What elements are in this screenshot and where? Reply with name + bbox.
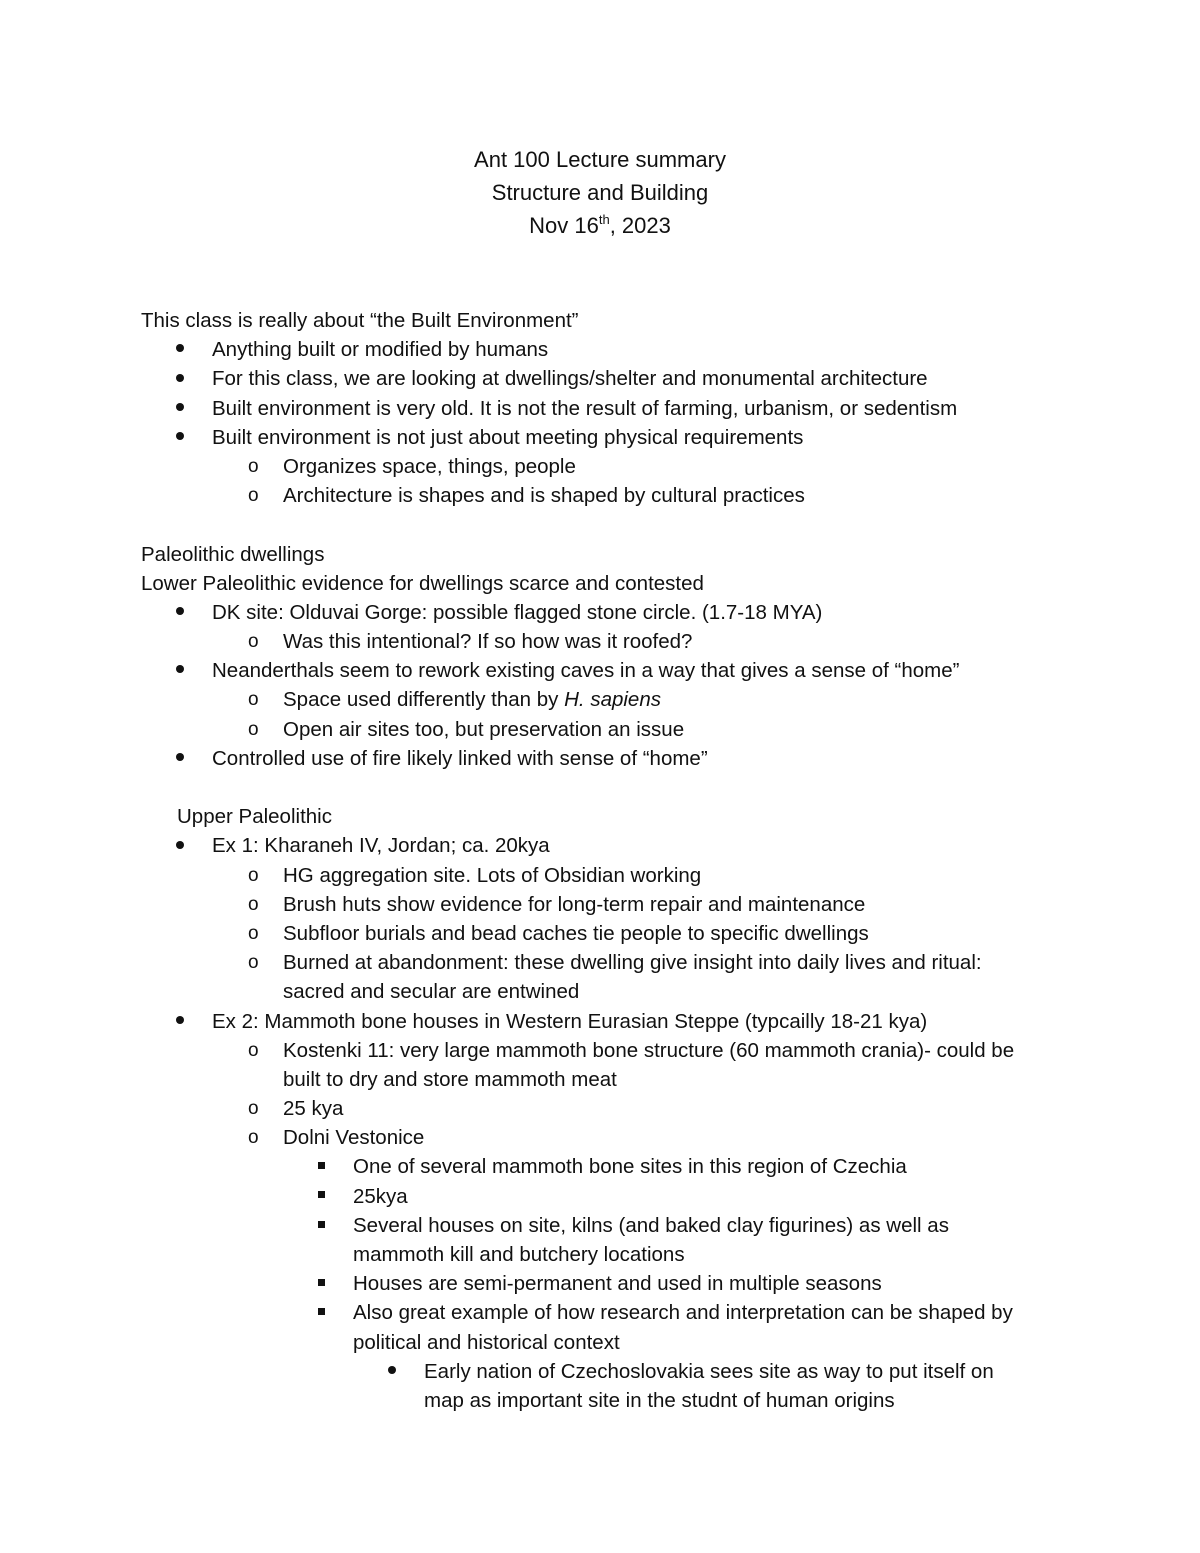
list-item: 25kya: [0, 1182, 1200, 1211]
list-item: Houses are semi-permanent and used in multiple seasons: [0, 1269, 1200, 1298]
bullet-icon: [388, 1357, 396, 1386]
list-item: o Subfloor burials and bead caches tie people to specific dwellings: [0, 919, 1200, 948]
bullet-icon: [176, 744, 184, 773]
list-item: Ex 1: Kharaneh IV, Jordan; ca. 20kya: [0, 831, 1200, 860]
bullet-icon: [176, 656, 184, 685]
square-bullet-icon: [318, 1269, 325, 1298]
spacer: [0, 510, 1200, 539]
circle-bullet-icon: o: [248, 485, 259, 507]
circle-bullet-icon: o: [248, 1098, 259, 1120]
bullet-icon: [176, 423, 184, 452]
list-item: o Open air sites too, but preservation an issue: [0, 715, 1200, 744]
square-bullet-icon: [318, 1211, 325, 1240]
bullet-icon: [176, 394, 184, 423]
circle-bullet-icon: o: [248, 952, 259, 974]
bullet-icon: [176, 335, 184, 364]
list-item: For this class, we are looking at dwellings/shelter and monumental architecture: [0, 364, 1200, 393]
bullet-icon: [176, 598, 184, 627]
list-item: Several houses on site, kilns (and baked clay figurines) as well as: [0, 1211, 1200, 1240]
list-item: o Architecture is shapes and is shaped by cultural practices: [0, 481, 1200, 510]
circle-bullet-icon: o: [248, 1127, 259, 1149]
date-year: , 2023: [609, 213, 671, 238]
circle-bullet-icon: o: [248, 1039, 259, 1061]
section-subheading: Lower Paleolithic evidence for dwellings scarce and contested: [141, 571, 704, 595]
bullet-icon: [176, 1007, 184, 1036]
list-item: o 25 kya: [0, 1094, 1200, 1123]
list-item: Built environment is not just about meeting physical requirements: [0, 423, 1200, 452]
list-item: Also great example of how research and interpretation can be shaped by: [0, 1298, 1200, 1327]
list-item: o Space used differently than by H. sapiens: [0, 685, 1200, 714]
list-item-continuation: political and historical context: [353, 1330, 620, 1354]
date-superscript: th: [598, 212, 610, 227]
list-item: Anything built or modified by humans: [0, 335, 1200, 364]
circle-bullet-icon: o: [248, 631, 259, 653]
square-bullet-icon: [318, 1182, 325, 1211]
list-item: o Was this intentional? If so how was it roofed?: [0, 627, 1200, 656]
list-item: o Dolni Vestonice: [0, 1123, 1200, 1152]
circle-bullet-icon: o: [248, 718, 259, 740]
list-item-continuation: mammoth kill and butchery locations: [353, 1243, 685, 1266]
list-item: Neanderthals seem to rework existing caves in a way that gives a sense of “home”: [0, 656, 1200, 685]
circle-bullet-icon: o: [248, 893, 259, 915]
list-item: DK site: Olduvai Gorge: possible flagged stone circle. (1.7-18 MYA): [0, 598, 1200, 627]
list-item: o Organizes space, things, people: [0, 452, 1200, 481]
document-body: [0, 306, 1200, 1415]
square-bullet-icon: [318, 1152, 325, 1181]
bullet-icon: [176, 364, 184, 393]
lecture-topic: Structure and Building: [491, 180, 709, 205]
list-item: Built environment is very old. It is not the result of farming, urbanism, or sedentism: [0, 394, 1200, 423]
circle-bullet-icon: o: [248, 455, 259, 477]
lecture-date: [0, 209, 1200, 242]
section-heading: Upper Paleolithic: [177, 805, 332, 829]
list-item: Early nation of Czechoslovakia sees site as way to put itself on: [0, 1357, 1200, 1386]
list-item: Ex 2: Mammoth bone houses in Western Eurasian Steppe (typcailly 18-21 kya): [0, 1007, 1200, 1036]
circle-bullet-icon: o: [248, 689, 259, 711]
section-heading: This class is really about “the Built Environment”: [141, 309, 579, 332]
section-heading: Paleolithic dwellings: [141, 542, 325, 566]
circle-bullet-icon: o: [248, 922, 259, 944]
list-item: o Brush huts show evidence for long-term repair and maintenance: [0, 890, 1200, 919]
date-text: Nov 16: [529, 213, 599, 238]
square-bullet-icon: [318, 1298, 325, 1327]
document-header: [0, 143, 1200, 242]
list-item: One of several mammoth bone sites in this region of Czechia: [0, 1152, 1200, 1181]
list-item-continuation: map as important site in the studnt of human origins: [424, 1388, 895, 1412]
list-item-continuation: sacred and secular are entwined: [283, 980, 580, 1004]
circle-bullet-icon: o: [248, 864, 259, 886]
list-item: o Burned at abandonment: these dwelling give insight into daily lives and ritual:: [0, 948, 1200, 977]
list-item: o Kostenki 11: very large mammoth bone structure (60 mammoth crania)- could be: [0, 1036, 1200, 1065]
list-item-continuation: built to dry and store mammoth meat: [283, 1067, 617, 1091]
species-name: H. sapiens: [564, 688, 661, 712]
bullet-icon: [176, 831, 184, 860]
course-title: Ant 100 Lecture summary: [474, 147, 726, 172]
list-item: o HG aggregation site. Lots of Obsidian working: [0, 861, 1200, 890]
spacer: [0, 773, 1200, 802]
list-item: Controlled use of fire likely linked with sense of “home”: [0, 744, 1200, 773]
